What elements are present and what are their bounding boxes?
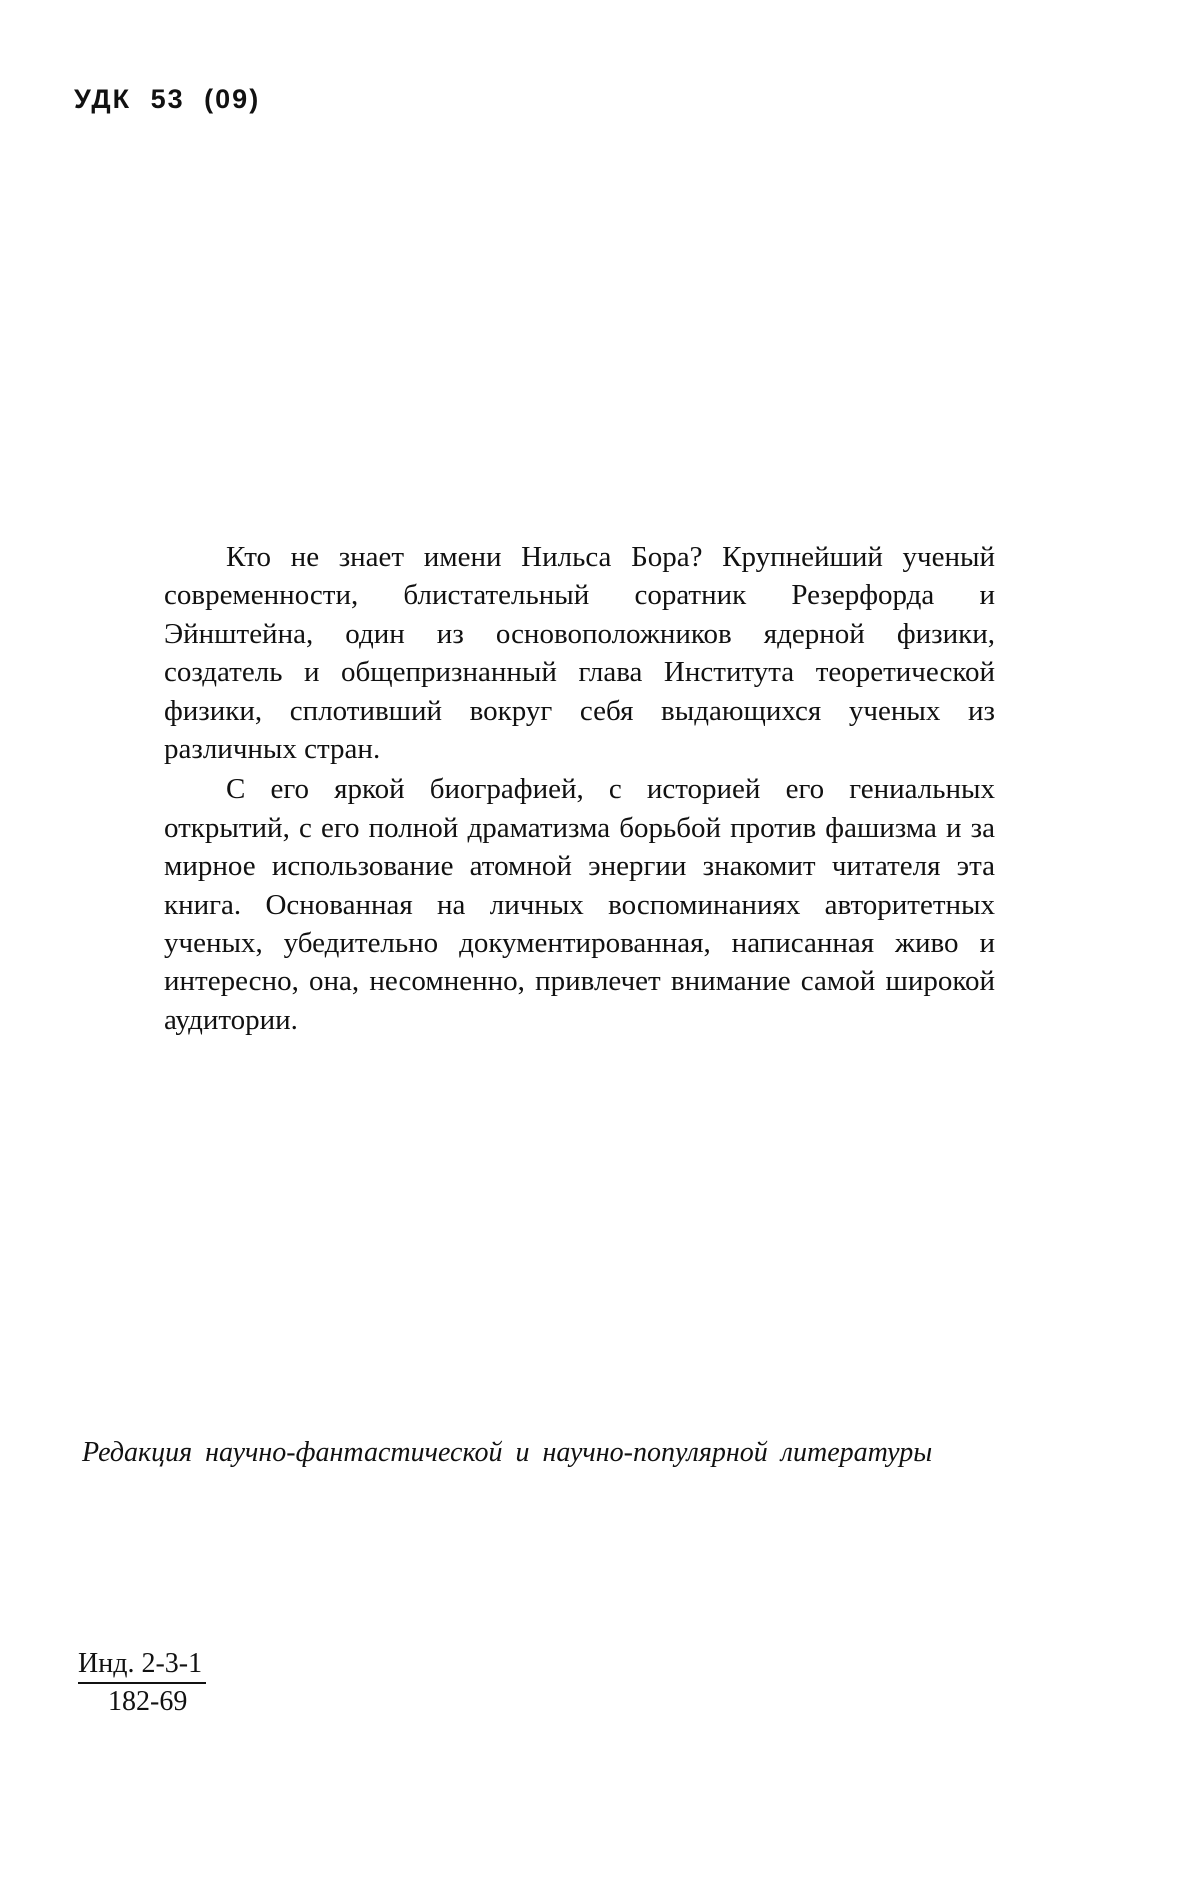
annotation-paragraph: С его яркой биографией, с историей его гениальных открытий, с его полной драматизма борьбой против фашизма и за мирное использование атомной энергии знакомит читателя эта книга. Основанная на личных воспоминаниях авторитетных ученых, убедительно документированная, написанная живо и интересно, она, несомненно, привлечет внимание самой широкой аудитории.	[164, 773, 995, 1036]
index-code-denominator: 182-69	[108, 1686, 188, 1717]
editorial-imprint: Редакция научно-фантастической и научно-популярной литературы	[82, 1437, 933, 1468]
book-annotation	[164, 538, 995, 1041]
annotation-paragraph: Кто не знает имени Нильса Бора? Крупнейший ученый современности, блистательный соратник Резерфорда и Эйнштейна, один из основоположников ядерной физики, создатель и общепризнанный глава Института теоретической физики, сплотивший вокруг себя выдающихся ученых из различных стран.	[164, 541, 995, 766]
udk-code: УДК 53 (09)	[74, 84, 261, 114]
index-code-numerator: Инд. 2-3-1	[78, 1650, 206, 1684]
index-code	[78, 1650, 206, 1716]
